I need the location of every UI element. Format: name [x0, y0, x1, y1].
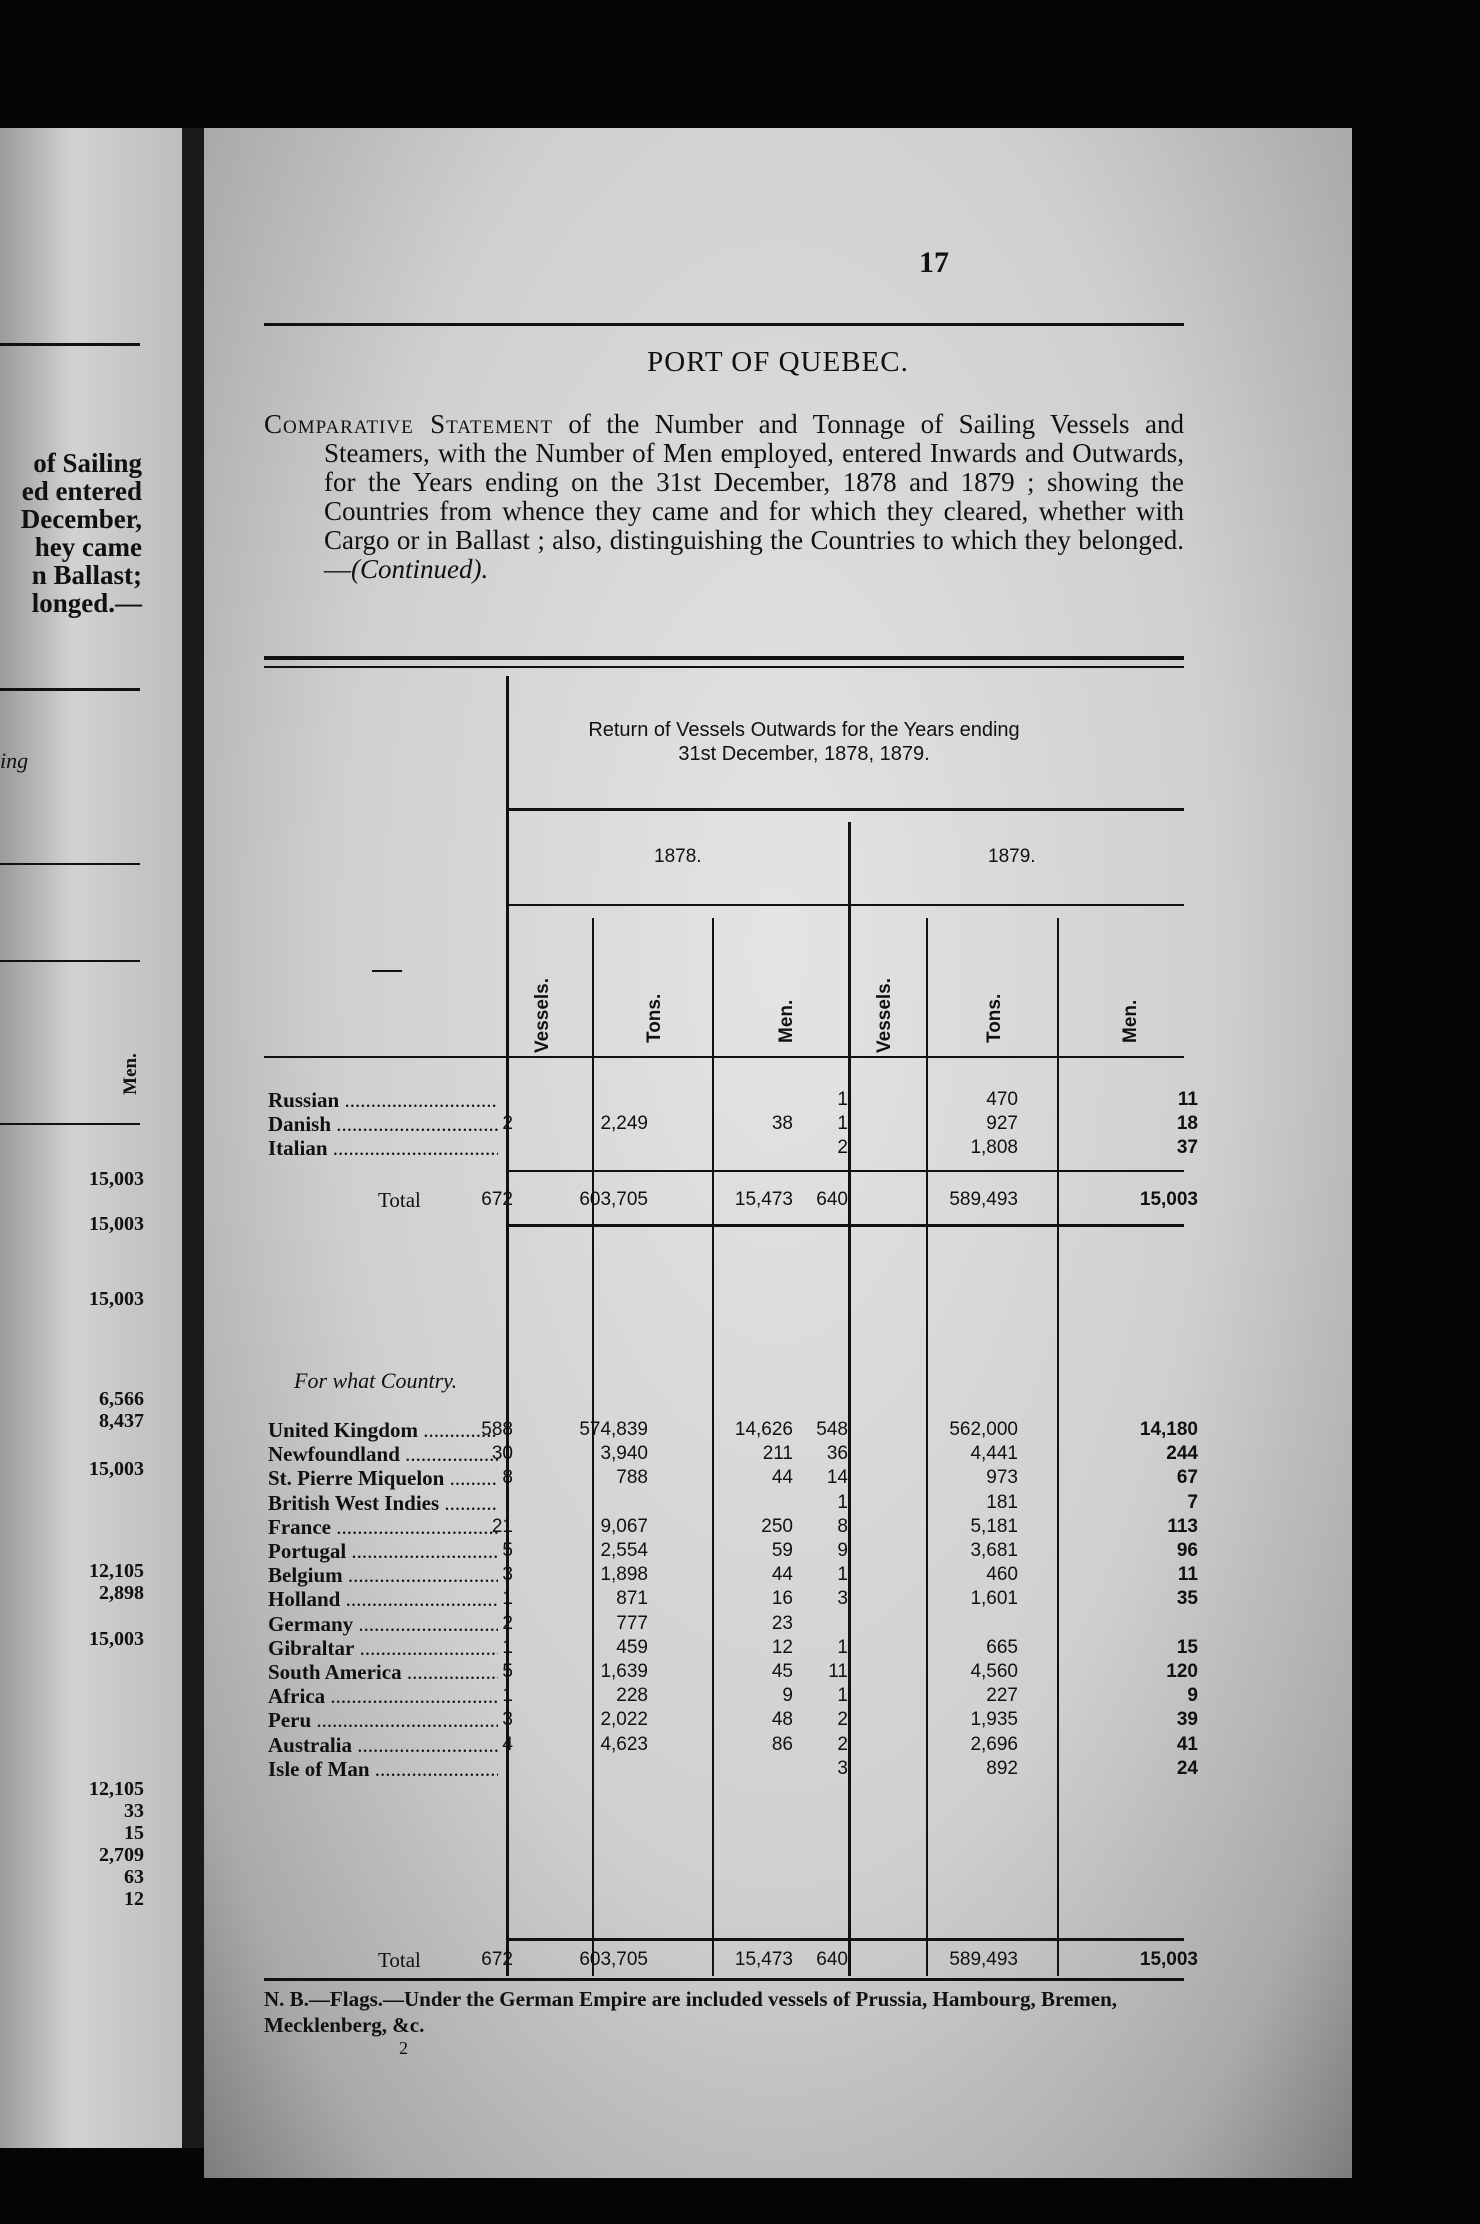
table-rule [509, 904, 1184, 906]
return-title-line: Return of Vessels Outwards for the Years ending [588, 719, 1020, 741]
cell-men-1878: 12 [771, 1636, 793, 1658]
cell-men-1879: 120 [1166, 1661, 1198, 1682]
left-fragment-line: hey came [34, 532, 142, 562]
cell-tons-1879: 589,493 [949, 1189, 1018, 1210]
cell-tons-1879: 460 [986, 1564, 1018, 1586]
cell-tons-1878: 2,249 [600, 1113, 648, 1134]
left-rule [0, 863, 140, 865]
left-fragment-line: December, [20, 504, 142, 534]
row-label: Isle of Man ..... [268, 1757, 498, 1781]
cell-men-1878: 14,626 [734, 1419, 793, 1440]
cell-vessels-1878: 5 [502, 1540, 513, 1561]
cell-tons-1879: 470 [986, 1089, 1018, 1110]
table-row [268, 1539, 1268, 1563]
left-number: 8,437 [99, 1410, 144, 1432]
row-label: Holland ..... [268, 1587, 498, 1611]
row-label: United Kingdom ..... [268, 1418, 498, 1442]
left-page-fragment [0, 128, 182, 2148]
intro-text: of the Number and Tonnage of Sailing Vessels and Steamers, with the Number of Men employed, entered Inwards and Outwards, for the Years ending on the 31st December, 1878 and 1879 ; showing the Countries from whence they came and for which they cleared, whether with Cargo or in Ballast ; also, distinguishing the Countries to which they belonged.— [324, 409, 1184, 584]
cell-vessels-1878: 2 [502, 1612, 513, 1634]
left-number: 15,003 [89, 1628, 144, 1650]
cell-tons-1879: 927 [986, 1113, 1018, 1134]
total-row [268, 1948, 1268, 1972]
row-label: Newfoundland ..... [268, 1442, 498, 1466]
table-row [268, 1612, 1268, 1636]
row-label: Russian ..... [268, 1088, 498, 1112]
page-title: PORT OF QUEBEC. [647, 346, 909, 378]
cell-men-1878: 59 [771, 1540, 793, 1561]
cell-vessels-1878: 3 [502, 1564, 513, 1586]
cell-vessels-1879: 11 [828, 1661, 848, 1682]
cell-vessels-1879: 9 [837, 1540, 848, 1561]
cell-tons-1878: 228 [616, 1685, 648, 1707]
left-fragment-line: ed entered [21, 476, 142, 506]
cell-men-1879: 15,003 [1139, 1189, 1198, 1210]
intro-paragraph [264, 410, 1184, 584]
cell-tons-1878: 871 [616, 1588, 648, 1610]
cell-tons-1878: 603,705 [579, 1949, 648, 1970]
table-rule [509, 808, 1184, 811]
cell-tons-1878: 788 [616, 1467, 648, 1489]
cell-vessels-1879: 3 [837, 1757, 848, 1779]
page-number: 17 [919, 246, 949, 279]
cell-vessels-1878: 2 [502, 1113, 513, 1134]
col-head-vessels-1879: Vessels. [874, 977, 895, 1053]
cell-tons-1878: 1,898 [600, 1564, 648, 1586]
cell-vessels-1879: 1 [837, 1636, 848, 1658]
cell-tons-1878: 4,623 [600, 1733, 648, 1755]
left-number: 6,566 [99, 1388, 144, 1410]
cell-tons-1879: 181 [986, 1491, 1018, 1513]
table-row [268, 1636, 1268, 1660]
cell-tons-1878: 1,639 [600, 1661, 648, 1682]
cell-tons-1879: 665 [986, 1636, 1018, 1658]
cell-vessels-1879: 1 [837, 1089, 848, 1110]
cell-tons-1879: 1,808 [970, 1137, 1018, 1158]
cell-men-1878: 23 [771, 1612, 793, 1634]
table-row [268, 1757, 1268, 1781]
cell-men-1879: 18 [1176, 1113, 1198, 1134]
left-rule [0, 343, 140, 346]
cell-tons-1878: 3,940 [600, 1443, 648, 1465]
cell-vessels-1878: 3 [502, 1709, 513, 1731]
cell-men-1879: 7 [1187, 1491, 1198, 1513]
cell-vessels-1879: 640 [816, 1949, 848, 1970]
cell-men-1878: 9 [782, 1685, 793, 1707]
row-label: Africa ..... [268, 1684, 498, 1708]
table-bottom-rule [264, 1978, 1184, 1981]
cell-tons-1879: 4,560 [970, 1661, 1018, 1682]
cell-men-1878: 38 [771, 1113, 793, 1134]
left-number: 15,003 [89, 1213, 144, 1235]
year-1879: 1879. [988, 846, 1036, 867]
cell-vessels-1879: 14 [826, 1467, 848, 1489]
cell-vessels-1879: 3 [837, 1588, 848, 1610]
col-head-men-1879: Men. [1120, 999, 1141, 1043]
row-label: Italian ..... [268, 1136, 498, 1160]
page-gutter [182, 128, 204, 2148]
cell-men-1879: 37 [1176, 1137, 1198, 1158]
row-label: South America ..... [268, 1660, 498, 1684]
left-number: 15 [124, 1822, 144, 1844]
row-label: Germany ..... [268, 1612, 498, 1636]
return-title [504, 718, 1104, 766]
left-fragment-line: n Ballast; [31, 560, 142, 590]
cell-vessels-1878: 8 [502, 1467, 513, 1489]
table-row [268, 1733, 1268, 1757]
cell-tons-1878: 777 [616, 1612, 648, 1634]
cell-tons-1878: 603,705 [579, 1189, 648, 1210]
cell-men-1878: 15,473 [734, 1189, 793, 1210]
table-row [268, 1112, 1268, 1136]
return-title-line: 31st December, 1878, 1879. [678, 743, 930, 765]
total-label: Total [378, 1188, 421, 1212]
left-fragment-line: longed.— [31, 588, 142, 618]
cell-men-1878: 15,473 [734, 1949, 793, 1970]
cell-vessels-1879: 640 [816, 1189, 848, 1210]
cell-tons-1879: 2,696 [970, 1733, 1018, 1755]
cell-men-1878: 48 [771, 1709, 793, 1731]
cell-vessels-1879: 8 [837, 1515, 848, 1537]
cell-vessels-1879: 548 [816, 1419, 848, 1440]
intro-lead: Comparative Statement [264, 409, 553, 439]
left-number: 15,003 [89, 1288, 144, 1310]
cell-tons-1878: 574,839 [579, 1419, 648, 1440]
cell-vessels-1878: 1 [502, 1685, 513, 1707]
left-col-label: ing [0, 748, 29, 773]
left-rule [0, 960, 140, 962]
cell-men-1879: 24 [1176, 1757, 1198, 1779]
cell-men-1879: 113 [1167, 1515, 1198, 1537]
cell-vessels-1879: 1 [837, 1491, 848, 1513]
table-top-rule [264, 656, 1184, 660]
cell-men-1878: 45 [771, 1661, 793, 1682]
table-row [268, 1563, 1268, 1587]
cell-men-1879: 35 [1176, 1588, 1198, 1610]
cell-vessels-1878: 588 [481, 1419, 513, 1440]
cell-tons-1878: 2,022 [600, 1709, 648, 1731]
cell-men-1879: 9 [1187, 1685, 1198, 1707]
cell-men-1879: 15 [1176, 1636, 1198, 1658]
row-label: Gibraltar ..... [268, 1636, 498, 1660]
cell-men-1878: 86 [771, 1733, 793, 1755]
cell-tons-1879: 892 [986, 1757, 1018, 1779]
cell-vessels-1879: 1 [837, 1685, 848, 1707]
row-label: Belgium ..... [268, 1563, 498, 1587]
table-divider [848, 822, 851, 1976]
table-rule [264, 1056, 1184, 1058]
cell-vessels-1878: 21 [491, 1515, 513, 1537]
cell-vessels-1879: 2 [837, 1709, 848, 1731]
cell-vessels-1879: 2 [837, 1733, 848, 1755]
left-number: 12,105 [89, 1560, 144, 1582]
table-row [268, 1515, 1268, 1539]
cell-men-1879: 11 [1177, 1089, 1198, 1110]
left-number: 15,003 [89, 1168, 144, 1190]
row-label: Portugal ..... [268, 1539, 498, 1563]
left-number: 33 [124, 1800, 144, 1822]
cell-vessels-1878: 1 [502, 1636, 513, 1658]
cell-men-1878: 16 [771, 1588, 793, 1610]
cell-vessels-1878: 5 [502, 1661, 513, 1682]
left-number: 2,898 [99, 1582, 144, 1604]
left-rule [0, 688, 140, 691]
cell-vessels-1879: 1 [837, 1564, 848, 1586]
cell-men-1879: 244 [1166, 1443, 1198, 1465]
table-rule [509, 1224, 1184, 1227]
table-row [268, 1491, 1268, 1515]
row-label: Danish ..... [268, 1112, 498, 1136]
cell-vessels-1879: 2 [837, 1137, 848, 1158]
left-rule [0, 1123, 140, 1125]
cell-tons-1879: 562,000 [949, 1419, 1018, 1440]
cell-men-1879: 67 [1176, 1467, 1198, 1489]
year-1878: 1878. [654, 846, 702, 867]
cell-vessels-1878: 4 [502, 1733, 513, 1755]
cell-men-1878: 250 [761, 1515, 793, 1537]
cell-tons-1878: 9,067 [600, 1515, 648, 1537]
table-row [268, 1418, 1268, 1442]
cell-tons-1879: 3,681 [970, 1540, 1018, 1561]
table-row [268, 1684, 1268, 1708]
cell-men-1878: 44 [771, 1564, 793, 1586]
left-number: 12 [124, 1888, 144, 1910]
row-label: Australia ..... [268, 1733, 498, 1757]
intro-continued: (Continued). [351, 554, 489, 584]
cell-vessels-1878: 672 [481, 1189, 513, 1210]
cell-tons-1879: 1,935 [970, 1709, 1018, 1731]
left-number: 12,105 [89, 1778, 144, 1800]
cell-tons-1879: 1,601 [970, 1588, 1018, 1610]
cell-tons-1879: 4,441 [970, 1443, 1018, 1465]
cell-tons-1878: 459 [616, 1636, 648, 1658]
cell-vessels-1879: 36 [826, 1443, 848, 1465]
cell-tons-1879: 973 [986, 1467, 1018, 1489]
stub-dash [372, 970, 402, 972]
table-row [268, 1660, 1268, 1684]
cell-men-1879: 96 [1176, 1540, 1198, 1561]
left-number: 63 [124, 1866, 144, 1888]
table-rule [509, 1938, 1184, 1941]
table-row [268, 1442, 1268, 1466]
cell-vessels-1879: 1 [837, 1113, 848, 1134]
col-head-tons-1878: Tons. [644, 993, 665, 1043]
table-row [268, 1088, 1268, 1112]
cell-vessels-1878: 30 [491, 1443, 513, 1465]
cell-vessels-1878: 672 [481, 1949, 513, 1970]
table-row [268, 1136, 1268, 1160]
cell-tons-1878: 2,554 [600, 1540, 648, 1561]
left-number: 15,003 [89, 1458, 144, 1480]
cell-tons-1879: 589,493 [949, 1949, 1018, 1970]
footnote: N. B.—Flags.—Under the German Empire are included vessels of Prussia, Hambourg, Bremen, Mecklenberg, &c. [264, 1987, 1118, 2037]
cell-men-1879: 11 [1177, 1564, 1198, 1586]
cell-men-1879: 14,180 [1139, 1419, 1198, 1440]
left-fragment-line: of Sailing [33, 448, 142, 478]
cell-men-1879: 15,003 [1139, 1949, 1198, 1970]
cell-men-1878: 44 [771, 1467, 793, 1489]
table-rule [509, 1170, 1184, 1172]
row-label: British West Indies ..... [268, 1491, 498, 1515]
table-row [268, 1587, 1268, 1611]
col-head-vessels-1878: Vessels. [532, 977, 553, 1053]
cell-men-1878: 211 [762, 1443, 793, 1465]
total-label: Total [378, 1948, 421, 1972]
for-what-country-heading: For what Country. [294, 1368, 458, 1393]
cell-tons-1879: 5,181 [970, 1515, 1018, 1537]
table-divider [506, 676, 509, 1976]
cell-men-1879: 39 [1176, 1709, 1198, 1731]
table-row [268, 1466, 1268, 1490]
table-row [268, 1708, 1268, 1732]
col-head-tons-1879: Tons. [984, 993, 1005, 1043]
table-top-rule [264, 666, 1184, 668]
header-rule [264, 323, 1184, 326]
row-label: Peru ..... [268, 1708, 498, 1732]
row-label: France ..... [268, 1515, 498, 1539]
total-row [268, 1188, 1268, 1212]
footnote-mark: 2 [399, 2038, 408, 2058]
cell-tons-1879: 227 [986, 1685, 1018, 1707]
document-page [204, 128, 1352, 2178]
left-men-label: Men. [120, 1053, 142, 1095]
cell-men-1879: 41 [1176, 1733, 1198, 1755]
left-number: 2,709 [99, 1844, 144, 1866]
row-label: St. Pierre Miquelon ..... [268, 1466, 498, 1490]
cell-vessels-1878: 1 [502, 1588, 513, 1610]
col-head-men-1878: Men. [776, 999, 797, 1043]
